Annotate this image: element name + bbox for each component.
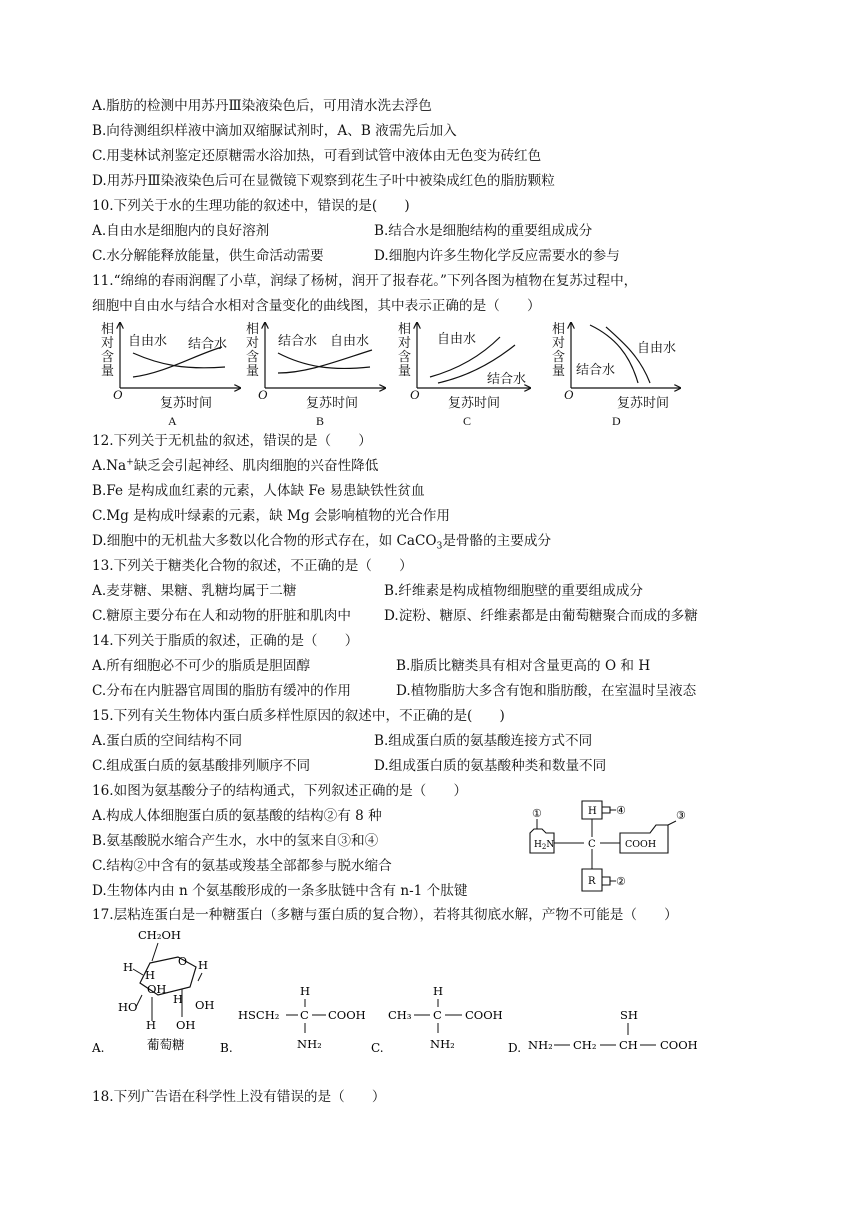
glucose-oh2: OH <box>195 998 215 1012</box>
q17-stem: 17.层粘连蛋白是一种糖蛋白（多糖与蛋白质的复合物），若将其彻底水解，产物不可能是（ ） <box>92 907 678 923</box>
glucose-ho: HO <box>118 1000 138 1014</box>
q15-option-a: A.蛋白质的空间结构不同 <box>92 733 243 749</box>
fig-cooh: COOH <box>625 839 657 850</box>
q9-option-c: C.用斐林试剂鉴定还原糖需水浴加热，可看到试管中液体由无色变为砖红色 <box>92 148 542 164</box>
q17-option-a-label: A. <box>92 1041 105 1055</box>
c-carbon: C <box>433 1008 442 1022</box>
graph-d-bound-label: 结合水 <box>576 362 616 377</box>
q18-stem: 18.下列广告语在科学性上没有错误的是（ ） <box>92 1089 386 1105</box>
q13-option-b: B.纤维素是构成植物细胞壁的重要组成成分 <box>384 583 643 599</box>
graph-b-free-water-curve <box>278 350 372 373</box>
fig-n4: ④ <box>616 804 626 817</box>
graph-b-free-label: 自由水 <box>330 333 370 348</box>
glucose-h1: H <box>123 960 134 974</box>
glucose-h4: H <box>173 992 184 1006</box>
glucose-h5: H <box>146 1018 157 1032</box>
fig-h2n: $H_2N$ <box>534 840 555 851</box>
graph-a-xlabel: 复苏时间 <box>160 395 213 410</box>
d-ch2: CH₂ <box>573 1038 597 1052</box>
c-left-group: CH₃ <box>388 1008 412 1022</box>
q12-option-b: B.Fe 是构成血红素的元素，人体缺 Fe 易患缺铁性贫血 <box>92 483 425 499</box>
d-nh2: NH₂ <box>528 1038 553 1052</box>
b-carbon: C <box>300 1008 309 1022</box>
q12-option-d: D.细胞中的无机盐大多数以化合物的形式存在，如 CaCO$_3$是骨骼的主要成分 <box>92 533 552 552</box>
glucose-name: 葡萄糖 <box>147 1037 185 1052</box>
graph-b-letter: B <box>316 414 325 428</box>
fig-n3: ③ <box>676 809 686 822</box>
graph-b-bound-label: 结合水 <box>278 333 318 348</box>
q16-stem: 16.如图为氨基酸分子的结构通式，下列叙述正确的是（ ） <box>92 783 468 799</box>
q14-option-b: B.脂质比糖类具有相对含量更高的 O 和 H <box>396 658 651 674</box>
q17-option-d-label: D. <box>508 1041 522 1055</box>
glucose-ch2oh: CH₂OH <box>138 928 181 942</box>
graph-d-free-label: 自由水 <box>637 340 677 355</box>
b-cooh: COOH <box>328 1008 366 1022</box>
fig-n1: ① <box>532 807 542 820</box>
q16-option-b: B.氨基酸脱水缩合产生水，水中的氢来自③和④ <box>92 833 379 849</box>
q10-option-d: D.细胞内许多生物化学反应需要水的参与 <box>374 248 620 264</box>
b-nh2: NH₂ <box>297 1037 322 1051</box>
graph-d-origin: O <box>564 387 574 402</box>
d-sh: SH <box>620 1008 638 1022</box>
glucose-ring-o: O <box>178 955 188 968</box>
q11-stem-line1: 11.“绵绵的春雨润醒了小草，润绿了杨树，润开了报春花。”下列各图为植物在复苏过程中， <box>92 273 638 289</box>
graph-c-xlabel: 复苏时间 <box>448 395 501 410</box>
q12-option-c: C.Mg 是构成叶绿素的元素，缺 Mg 会影响植物的光合作用 <box>92 508 450 524</box>
q14-option-c: C.分布在内脏器官周围的脂肪有缓冲的作用 <box>92 683 351 699</box>
q17-option-c-label: C. <box>371 1041 384 1055</box>
graph-a-free-label: 自由水 <box>128 333 168 348</box>
q13-option-a: A.麦芽糖、果糖、乳糖均属于二糖 <box>92 583 297 599</box>
graph-a-free-water-curve <box>133 353 225 368</box>
graph-c-letter: C <box>463 414 472 428</box>
graph-d-letter: D <box>612 414 621 428</box>
q10-option-c: C.水分解能释放能量，供生命活动需要 <box>92 248 324 264</box>
q15-option-b: B.组成蛋白质的氨基酸连接方式不同 <box>374 733 593 749</box>
fig-r: R <box>588 876 596 887</box>
graph-b-ylabel: 相对含量 <box>246 321 260 378</box>
q17-options-figure <box>0 925 860 1065</box>
q10-option-a: A.自由水是细胞内的良好溶剂 <box>92 223 270 239</box>
c-cooh: COOH <box>465 1008 503 1022</box>
graph-c-bound-label: 结合水 <box>487 371 527 386</box>
graph-c-ylabel: 相对含量 <box>398 321 412 378</box>
q13-option-d: D.淀粉、糖原、纤维素都是由葡萄糖聚合而成的多糖 <box>384 608 698 624</box>
glucose-h2: H <box>145 968 156 982</box>
graph-a-origin: O <box>113 387 123 402</box>
amino-acid-structure-figure <box>520 797 720 897</box>
b-h: H <box>300 984 311 998</box>
q14-stem: 14.下列关于脂质的叙述，正确的是（ ） <box>92 633 359 649</box>
graph-b-xlabel: 复苏时间 <box>306 395 359 410</box>
q17-option-b-label: B. <box>220 1041 233 1055</box>
glucose-h3: H <box>198 958 209 972</box>
d-ch: CH <box>619 1038 638 1052</box>
d-cooh: COOH <box>660 1038 698 1052</box>
graph-a-bound-label: 结合水 <box>188 336 228 351</box>
q12-stem: 12.下列关于无机盐的叙述，错误的是（ ） <box>92 433 372 449</box>
q16-option-c: C.结构②中含有的氨基或羧基全部都参与脱水缩合 <box>92 858 392 874</box>
graph-a-ylabel: 相对含量 <box>101 321 115 378</box>
q10-stem: 10.下列关于水的生理功能的叙述中，错误的是( ) <box>92 198 410 214</box>
graph-c-origin: O <box>410 387 420 402</box>
q10-option-b: B.结合水是细胞结构的重要组成成分 <box>374 223 593 239</box>
graph-a-letter: A <box>168 414 177 428</box>
c-h: H <box>433 984 444 998</box>
fig-n2: ② <box>616 875 626 888</box>
glucose-oh1: OH <box>147 982 167 996</box>
graph-c-free-label: 自由水 <box>437 331 477 346</box>
q13-option-c: C.糖原主要分布在人和动物的肝脏和肌肉中 <box>92 608 351 624</box>
fig-h: H <box>588 806 597 817</box>
q16-option-d: D.生物体内由 n 个氨基酸形成的一条多肽链中含有 n-1 个肽键 <box>92 883 468 899</box>
q13-stem: 13.下列关于糖类化合物的叙述，不正确的是（ ） <box>92 558 413 574</box>
q12-option-a: A.Na+缺乏会引起神经、肌肉细胞的兴奋性降低 <box>92 457 379 474</box>
q15-stem: 15.下列有关生物体内蛋白质多样性原因的叙述中，不正确的是( ) <box>92 708 505 724</box>
q14-option-d: D.植物脂肪大多含有饱和脂肪酸，在室温时呈液态 <box>396 683 697 699</box>
b-left-group: HSCH₂ <box>238 1008 280 1022</box>
graph-b-origin: O <box>258 387 268 402</box>
graph-d-ylabel: 相对含量 <box>552 321 566 378</box>
q9-option-b: B.向待测组织样液中滴加双缩脲试剂时，A、B 液需先后加入 <box>92 123 457 139</box>
q15-option-c: C.组成蛋白质的氨基酸排列顺序不同 <box>92 758 311 774</box>
q14-option-a: A.所有细胞必不可少的脂质是胆固醇 <box>92 658 311 674</box>
c-nh2: NH₂ <box>430 1037 455 1051</box>
q15-option-d: D.组成蛋白质的氨基酸种类和数量不同 <box>374 758 607 774</box>
q16-option-a: A.构成人体细胞蛋白质的氨基酸的结构②有 8 种 <box>92 808 382 824</box>
fig-c: C <box>588 839 596 850</box>
glucose-oh3: OH <box>176 1018 196 1032</box>
q11-stem-line2: 细胞中自由水与结合水相对含量变化的曲线图，其中表示正确的是（ ） <box>92 298 541 314</box>
q9-option-a: A.脂肪的检测中用苏丹Ⅲ染液染色后，可用清水洗去浮色 <box>92 98 432 114</box>
graph-d-xlabel: 复苏时间 <box>617 395 670 410</box>
q9-option-d: D.用苏丹Ⅲ染液染色后可在显微镜下观察到花生子叶中被染成红色的脂肪颗粒 <box>92 173 555 189</box>
